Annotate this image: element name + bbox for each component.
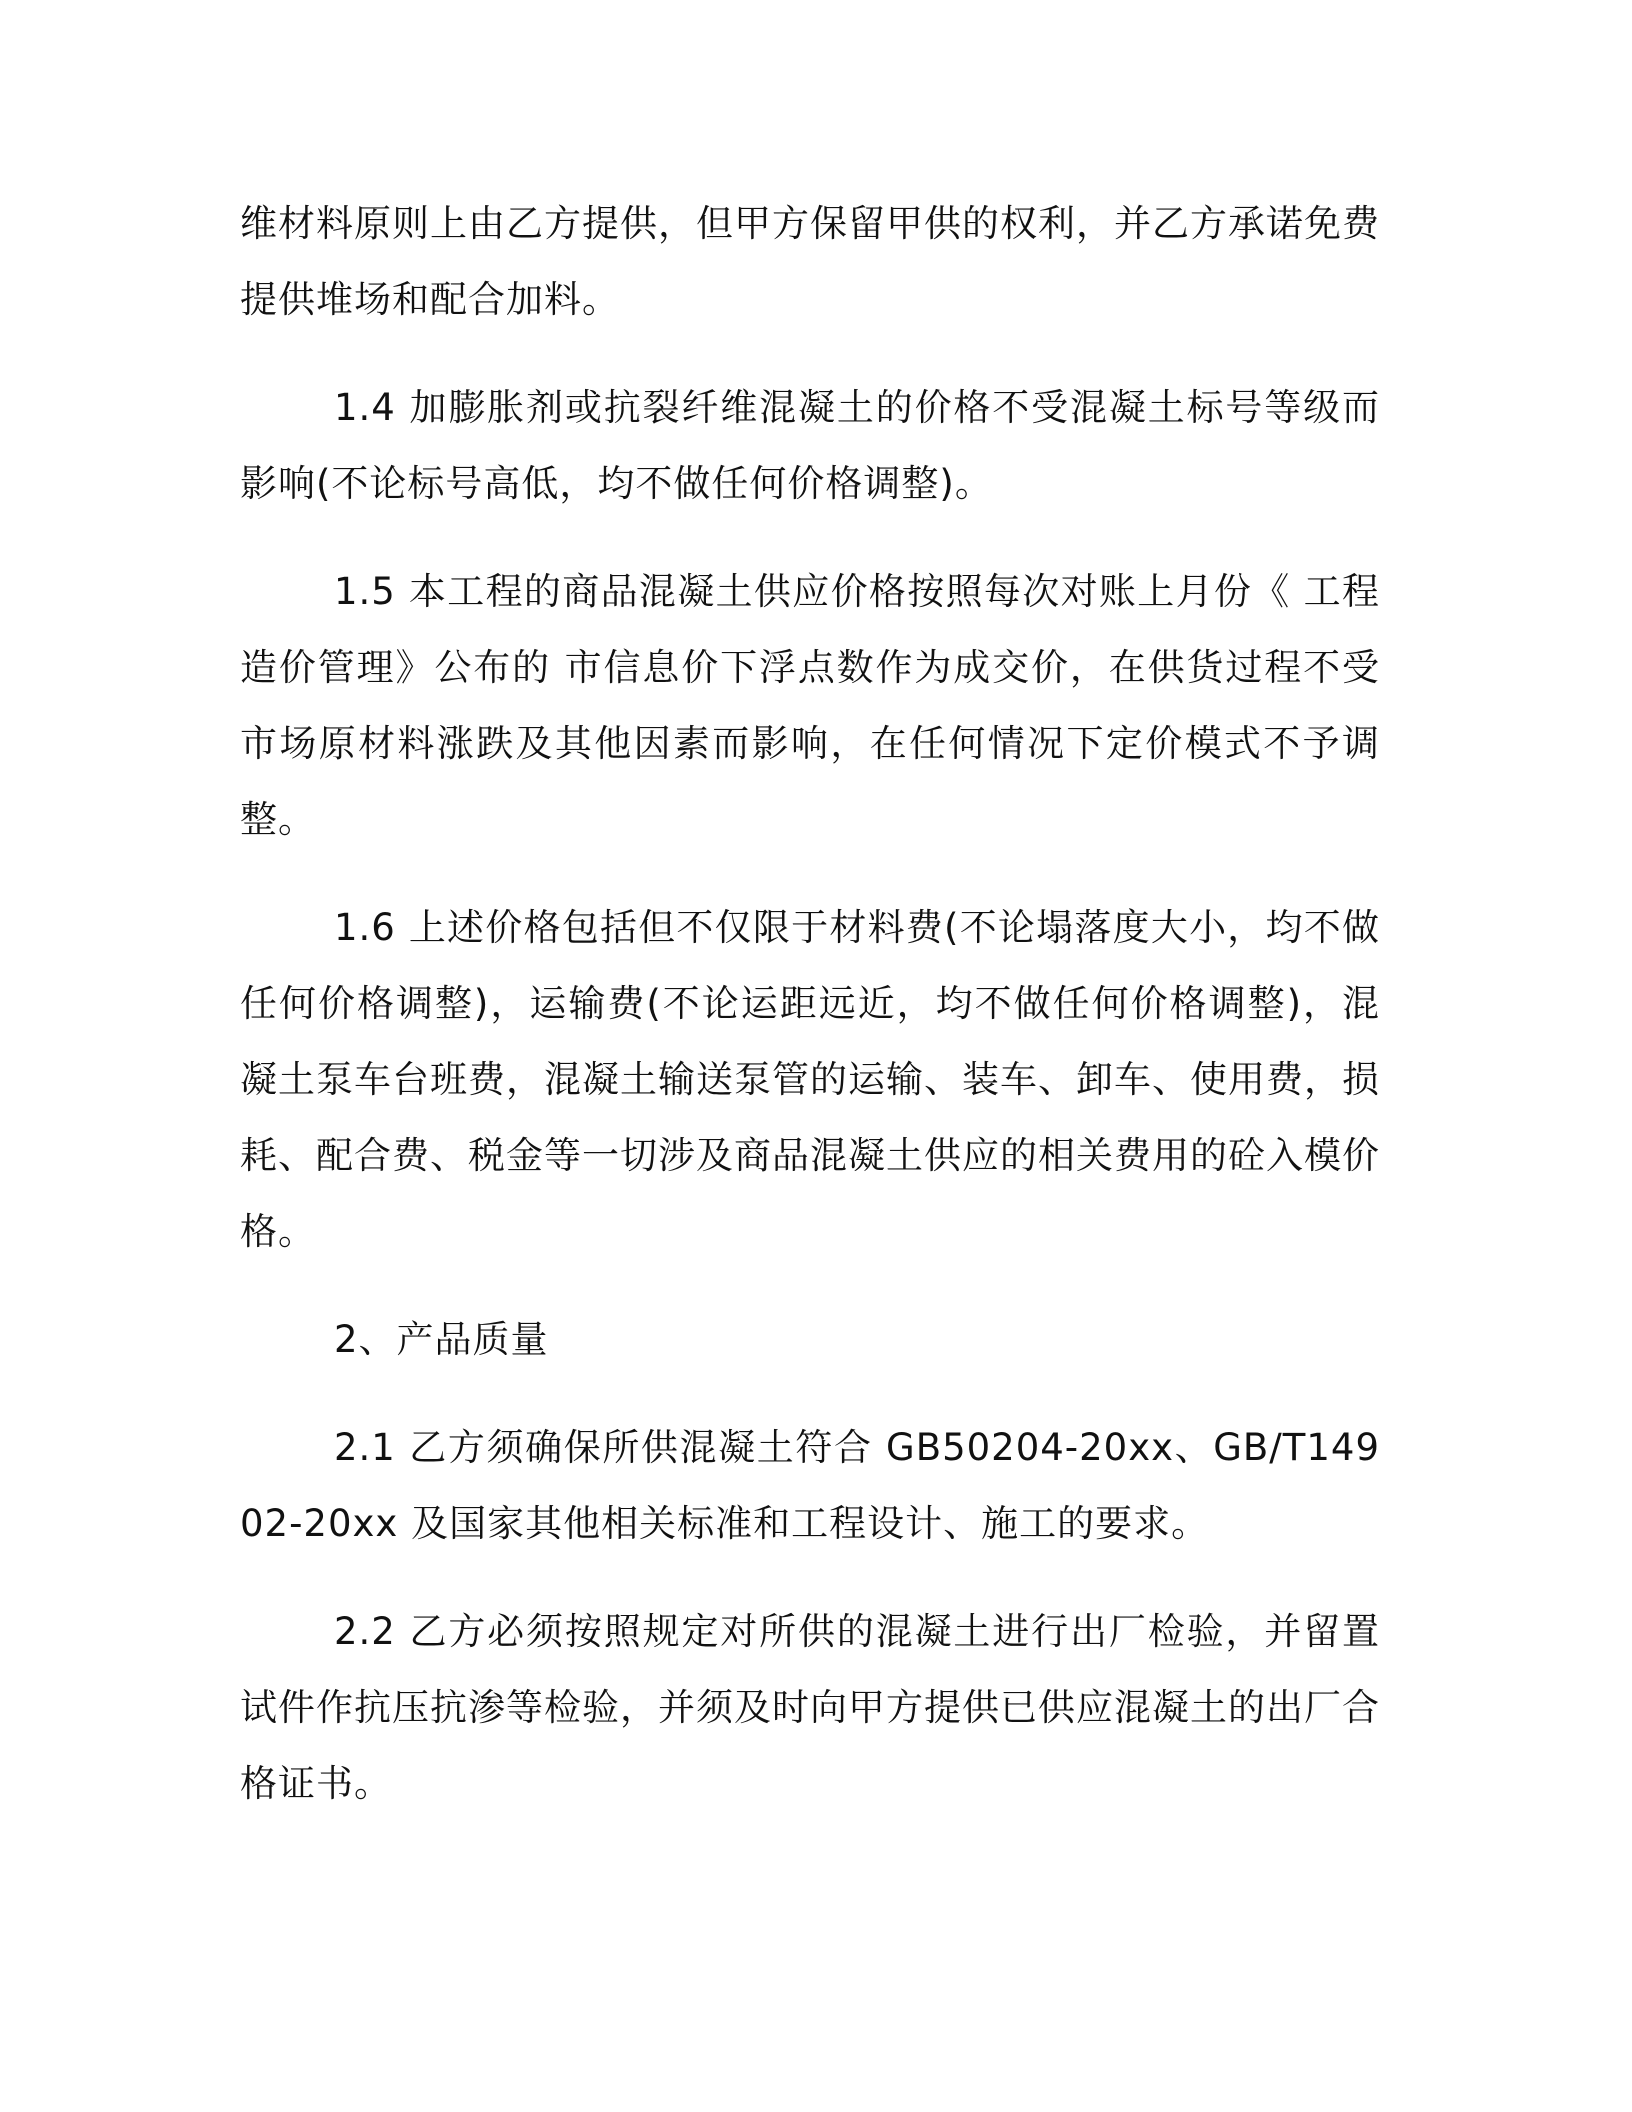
paragraph-1-6: 1.6 上述价格包括但不仅限于材料费(不论塌落度大小，均不做任何价格调整)，运输费(不论运距远近，均不做任何价格调整)，混凝土泵车台班费，混凝土输送泵管的运输、装车、卸车、使用费，损耗、配合费、税金等一切涉及商品混凝土供应的相关费用的砼入模价格。 bbox=[240, 906, 1380, 1253]
paragraph-2-2: 2.2 乙方必须按照规定对所供的混凝土进行出厂检验，并留置试件作抗压抗渗等检验，并须及时向甲方提供已供应混凝土的出厂合格证书。 bbox=[240, 1610, 1380, 1805]
paragraph-2-1: 2.1 乙方须确保所供混凝土符合 GB50204-20xx、GB/T14902-20xx 及国家其他相关标准和工程设计、施工的要求。 bbox=[240, 1426, 1380, 1545]
paragraph-1-5: 1.5 本工程的商品混凝土供应价格按照每次对账上月份《 工程造价管理》公布的 市信息价下浮点数作为成交价，在供货过程不受市场原材料涨跌及其他因素而影响，在任何情况下定价模式不予调整。 bbox=[240, 570, 1380, 841]
section-heading-product-quality: 2、产品质量 bbox=[334, 1318, 549, 1361]
paragraph-continued-materials: 维材料原则上由乙方提供，但甲方保留甲供的权利，并乙方承诺免费提供堆场和配合加料。 bbox=[240, 202, 1380, 321]
paragraph-1-4: 1.4 加膨胀剂或抗裂纤维混凝土的价格不受混凝土标号等级而影响(不论标号高低，均不做任何价格调整)。 bbox=[240, 386, 1380, 505]
document-body bbox=[240, 186, 1380, 1854]
